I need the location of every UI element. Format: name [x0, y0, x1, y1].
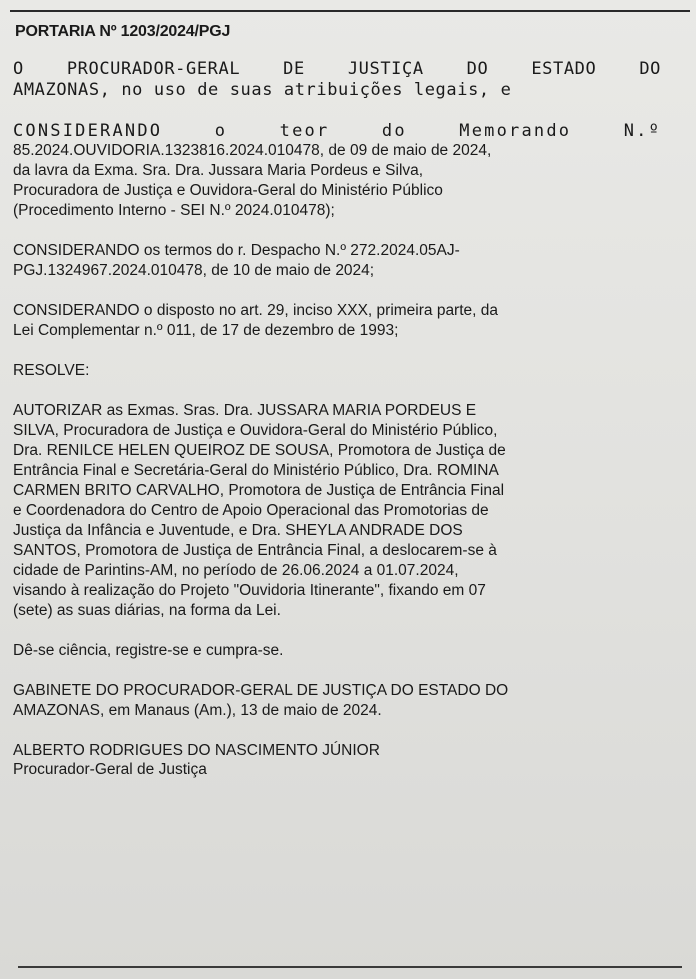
- autorizar-line: SANTOS, Promotora de Justiça de Entrância Final, a deslocarem-se à: [13, 542, 497, 559]
- resolve-heading: RESOLVE:: [13, 362, 90, 379]
- gabinete-paragraph: [13, 681, 661, 721]
- intro-paragraph: [13, 59, 661, 101]
- autorizar-line: Justiça da Infância e Juventude, e Dra. SHEYLA ANDRADE DOS: [13, 522, 463, 539]
- gabinete-line: AMAZONAS, em Manaus (Am.), 13 de maio de 2024.: [13, 702, 382, 719]
- considerando-line: (Procedimento Interno - SEI N.º 2024.010478);: [13, 202, 335, 219]
- autorizar-line: AUTORIZAR as Exmas. Sras. Dra. JUSSARA MARIA PORDEUS E: [13, 402, 477, 419]
- autorizar-line: Dra. RENILCE HELEN QUEIROZ DE SOUSA, Promotora de Justiça de: [13, 442, 506, 459]
- closing-statement: Dê-se ciência, registre-se e cumpra-se.: [13, 642, 284, 659]
- considerando-lei: [13, 301, 661, 341]
- considerando-line: CONSIDERANDO os termos do r. Despacho N.º 272.2024.05AJ-: [13, 242, 460, 259]
- gabinete-line: GABINETE DO PROCURADOR-GERAL DE JUSTIÇA DO ESTADO DO: [13, 682, 509, 699]
- top-rule: [10, 10, 690, 12]
- intro-line: O PROCURADOR-GERAL DE JUSTIÇA DO ESTADO DO: [13, 59, 661, 79]
- signature-block: [13, 741, 661, 779]
- considerando-line: Lei Complementar n.º 011, de 17 de dezembro de 1993;: [13, 322, 399, 339]
- autorizar-line: e Coordenadora do Centro de Apoio Operacional das Promotorias de: [13, 502, 489, 519]
- document-body: [13, 22, 661, 779]
- considerando-line: PGJ.1324967.2024.010478, de 10 de maio de 2024;: [13, 262, 375, 279]
- autorizar-line: visando à realização do Projeto "Ouvidoria Itinerante", fixando em 07: [13, 582, 486, 599]
- considerando-line: CONSIDERANDO o disposto no art. 29, inciso XXX, primeira parte, da: [13, 302, 499, 319]
- signatory-role: Procurador-Geral de Justiça: [13, 761, 207, 778]
- bottom-rule: [18, 966, 682, 968]
- autorizar-line: Entrância Final e Secretária-Geral do Ministério Público, Dra. ROMINA: [13, 462, 499, 479]
- signatory-name: ALBERTO RODRIGUES DO NASCIMENTO JÚNIOR: [13, 742, 380, 759]
- considerando-memorando: [13, 121, 661, 221]
- considerando-line: 85.2024.OUVIDORIA.1323816.2024.010478, de 09 de maio de 2024,: [13, 142, 492, 159]
- autorizar-line: CARMEN BRITO CARVALHO, Promotora de Justiça de Entrância Final: [13, 482, 505, 499]
- considerando-line: CONSIDERANDO o teor do Memorando N.º: [13, 121, 661, 141]
- autorizar-paragraph: [13, 401, 661, 621]
- intro-line: AMAZONAS, no uso de suas atribuições legais, e: [13, 80, 512, 100]
- considerando-despacho: [13, 241, 661, 281]
- considerando-line: Procuradora de Justiça e Ouvidora-Geral do Ministério Público: [13, 182, 443, 199]
- autorizar-line: (sete) as suas diárias, na forma da Lei.: [13, 602, 281, 619]
- document-title: PORTARIA Nº 1203/2024/PGJ: [15, 23, 231, 40]
- considerando-line: da lavra da Exma. Sra. Dra. Jussara Maria Pordeus e Silva,: [13, 162, 424, 179]
- autorizar-line: cidade de Parintins-AM, no período de 26.06.2024 a 01.07.2024,: [13, 562, 459, 579]
- autorizar-line: SILVA, Procuradora de Justiça e Ouvidora-Geral do Ministério Público,: [13, 422, 498, 439]
